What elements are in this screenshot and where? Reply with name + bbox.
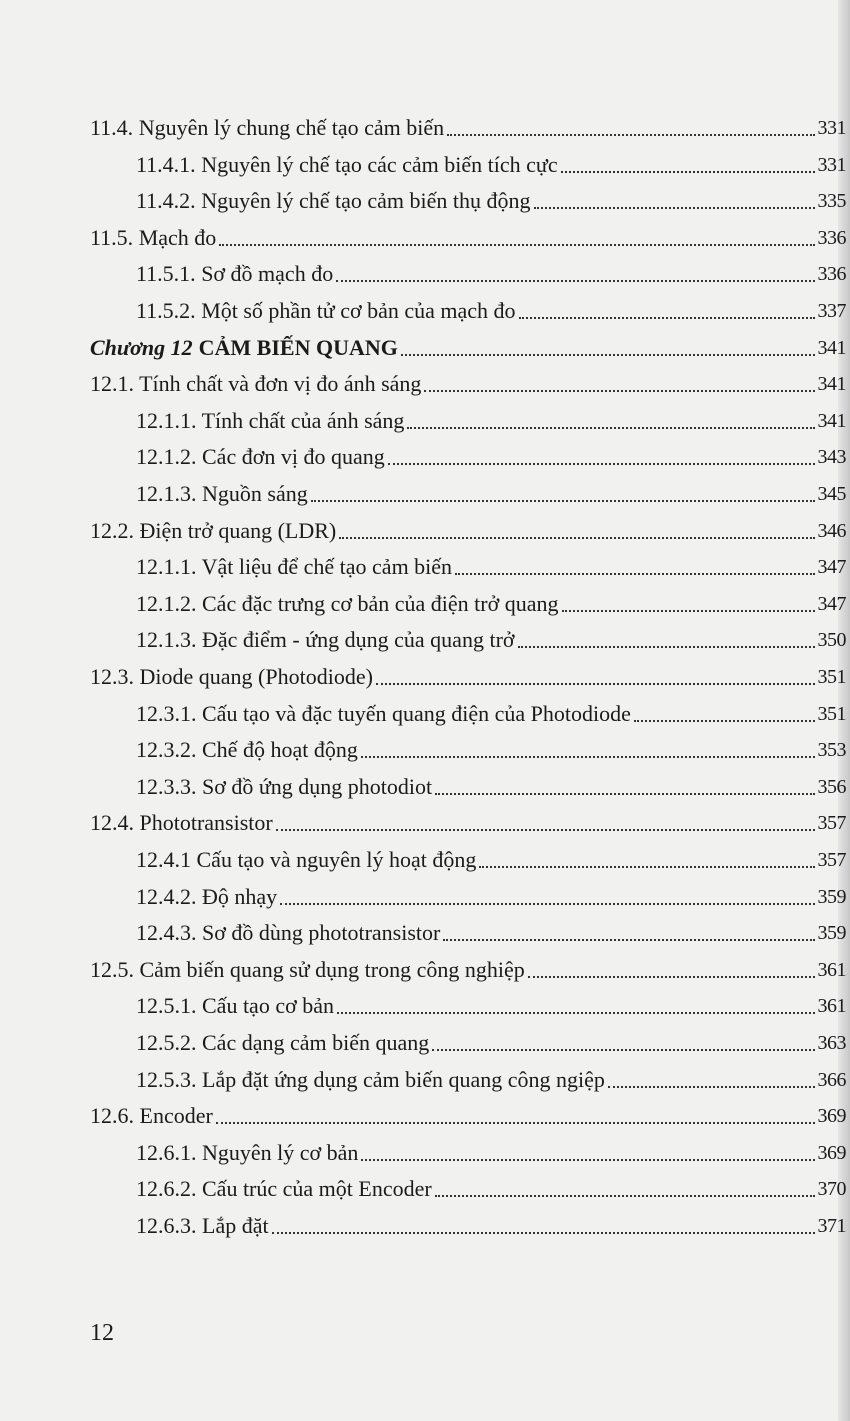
dot-leader [401, 346, 815, 356]
toc-entry-label [90, 1102, 213, 1130]
toc-entry-page: 369 [817, 1105, 846, 1128]
toc-entry-title: Phototransistor [139, 810, 273, 836]
toc-entry [136, 840, 846, 874]
toc-entry-title: Encoder [139, 1103, 213, 1129]
toc-entry [136, 437, 846, 471]
toc-entry-number: 11.5.1. [136, 261, 196, 287]
toc-entry-number: 12.1. [90, 371, 134, 397]
toc-entry-page: 343 [817, 446, 846, 469]
dot-leader [534, 199, 815, 209]
toc-entry-page: 371 [817, 1215, 846, 1237]
toc-entry-number: 12.6. [90, 1103, 134, 1129]
dot-leader [388, 455, 815, 465]
toc-entry-page: 361 [817, 958, 846, 981]
toc-entry-number: 12.4.2. [136, 883, 197, 909]
dot-leader [361, 1151, 814, 1161]
page-number: 12 [90, 1320, 114, 1346]
toc-entry-label [136, 919, 440, 947]
toc-entry-label [136, 1066, 605, 1094]
toc-entry-title: Cảm biến quang sử dụng trong công nghiệp [139, 956, 525, 982]
toc-entry [136, 254, 846, 288]
dot-leader [455, 565, 814, 575]
toc-entry-title: Nguyên lý chung chế tạo cảm biến [138, 115, 445, 140]
toc-entry-title: Chế độ hoạt động [202, 737, 358, 763]
toc-entry [136, 181, 846, 215]
toc-entry-number: 12.1.1. [136, 407, 197, 433]
toc-entry-number: 12.5. [90, 956, 134, 982]
toc-entry [136, 694, 846, 728]
toc-entry-page: 336 [817, 226, 846, 249]
dot-leader [435, 785, 814, 795]
toc-entry-label [136, 700, 631, 728]
toc-entry-page: 336 [817, 263, 846, 286]
toc-entry-number: 12.6.1. [136, 1139, 197, 1165]
toc-entry-number: 12.3.2. [136, 737, 197, 763]
dot-leader [634, 712, 815, 722]
toc-entry [90, 364, 846, 398]
toc-entry-page: 331 [817, 117, 846, 139]
toc-entry-label [136, 626, 515, 654]
toc-entry [136, 547, 846, 581]
toc-entry-page: 356 [817, 775, 846, 798]
toc-entry-number: 12.3.3. [136, 773, 197, 799]
toc-entry [136, 1133, 846, 1167]
toc-entry-page: 351 [817, 702, 846, 725]
toc-entry [136, 767, 846, 801]
toc-entry-page: 359 [817, 885, 846, 908]
toc-entry-title: Cấu tạo và nguyên lý hoạt động [196, 847, 477, 872]
toc-entry-page: 359 [817, 922, 846, 945]
toc-entry-title: Tính chất của ánh sáng [201, 407, 405, 433]
toc-entry [136, 145, 846, 179]
toc-entry-label [90, 809, 273, 837]
toc-entry [136, 584, 846, 618]
toc-entry-title: Cấu tạo và đặc tuyến quang điện của Photodiode [202, 700, 631, 726]
toc-entry-title: Sơ đồ dùng phototransistor [202, 920, 441, 946]
toc-entry [136, 1060, 846, 1094]
toc-entry-number: 12.4. [90, 810, 134, 836]
toc-entry [136, 1169, 846, 1203]
toc-entry [136, 401, 846, 435]
toc-entry-label [136, 992, 334, 1020]
toc-entry [90, 218, 846, 252]
toc-entry [136, 1206, 846, 1240]
toc-entry-page: 345 [817, 483, 846, 505]
toc-entry-page: 357 [817, 849, 846, 871]
toc-entry-title: Nguyên lý cơ bản [202, 1139, 359, 1165]
toc-entry-title: Vật liệu để chế tạo cảm biến [201, 554, 453, 580]
toc-entry-label [136, 1212, 269, 1240]
toc-entry-page: 353 [817, 739, 846, 762]
toc-entry-page: 347 [817, 592, 846, 615]
toc-entry-page: 341 [817, 373, 846, 396]
dot-leader [339, 529, 814, 539]
toc-entry-number: 12.3. [90, 664, 134, 689]
toc-entry-label [136, 846, 476, 874]
dot-leader [518, 638, 815, 648]
toc-entry-label [90, 517, 336, 545]
dot-leader [219, 236, 814, 246]
toc-entry-label [136, 773, 432, 801]
toc-entry-page: 357 [817, 812, 846, 835]
toc-entry-title: Diode quang (Photodiode) [139, 664, 373, 689]
toc-entry [136, 474, 846, 508]
dot-leader [608, 1078, 815, 1088]
toc-entry-number: 11.5. [90, 224, 134, 250]
toc-entry-title: Mạch đo [138, 224, 217, 250]
toc-entry-title: Các dạng cảm biến quang [202, 1030, 430, 1055]
dot-leader [447, 126, 814, 136]
toc-entry-number: Chương 12 [90, 334, 193, 360]
toc-entry-page: 346 [817, 519, 846, 542]
toc-entry-label [136, 883, 277, 911]
toc-entry-number: 11.4.2. [136, 188, 196, 214]
dot-leader [561, 163, 815, 173]
toc-entry [136, 877, 846, 911]
toc-entry-label [90, 224, 216, 252]
toc-entry-page: 341 [817, 409, 846, 432]
toc-entry-label [90, 114, 444, 142]
toc-entry-title: Lắp đặt ứng dụng cảm biến quang công ngiệp [202, 1066, 605, 1092]
toc-entry-page: 347 [817, 556, 846, 579]
toc-entry-label [90, 334, 398, 362]
toc-entry [136, 913, 846, 947]
toc-entry-label [136, 736, 358, 764]
toc-entry-title: Lắp đặt [202, 1213, 269, 1238]
toc-entry [136, 986, 846, 1020]
toc-entry [136, 1023, 846, 1057]
toc-entry-number: 12.4.3. [136, 920, 197, 946]
dot-leader [479, 858, 814, 868]
toc-entry [90, 657, 846, 691]
toc-entry-label [136, 480, 308, 508]
toc-entry-number: 11.5.2. [136, 298, 196, 323]
dot-leader [216, 1114, 815, 1124]
toc-entry-number: 12.3.1. [136, 700, 197, 726]
dot-leader [276, 821, 815, 831]
toc-entry-title: Độ nhạy [202, 883, 278, 909]
dot-leader [272, 1224, 815, 1234]
toc-entry-title: Một số phần tử cơ bản của mạch đo [201, 298, 516, 323]
toc-entry-number: 12.6.2. [136, 1176, 197, 1202]
toc-entry-title: Điện trở quang (LDR) [139, 517, 337, 543]
toc-entry-number: 12.1.2. [136, 444, 197, 470]
toc-entry-number: 12.1.1. [136, 554, 197, 580]
toc-entry-page: 370 [817, 1178, 846, 1201]
toc-entry [136, 291, 846, 325]
toc-entry-title: Cấu trúc của một Encoder [202, 1176, 432, 1202]
toc-entry-label [136, 297, 516, 325]
toc-entry [136, 730, 846, 764]
toc-entry [90, 1096, 846, 1130]
dot-leader [432, 1041, 814, 1051]
toc-entry-number: 12.5.3. [136, 1066, 197, 1092]
toc-entry-label [136, 407, 404, 435]
toc-entry-label [136, 553, 452, 581]
toc-entry-title: CẢM BIẾN QUANG [198, 334, 398, 360]
dot-leader [443, 931, 814, 941]
toc-entry-label [136, 590, 559, 618]
dot-leader [519, 309, 815, 319]
dot-leader [376, 675, 815, 685]
toc-entry-title: Sơ đồ ứng dụng photodiot [202, 773, 433, 799]
toc-entry-title: Cấu tạo cơ bản [202, 993, 334, 1019]
toc-entry-label [90, 956, 525, 984]
toc-entry-page: 361 [817, 995, 846, 1018]
toc-entry-title: Nguyên lý chế tạo các cảm biến tích cực [201, 151, 558, 177]
dot-leader [435, 1187, 815, 1197]
toc-entry-number: 12.5.1. [136, 993, 197, 1019]
toc-entry-number: 12.1.3. [136, 627, 197, 653]
dot-leader [528, 968, 815, 978]
toc-entry-label [136, 187, 531, 215]
toc-entry-number: 12.1.3. [136, 481, 197, 506]
toc-entry-page: 366 [817, 1068, 846, 1091]
toc-entry-label [136, 1175, 432, 1203]
dot-leader [424, 382, 814, 392]
toc-entry-title: Nguồn sáng [202, 481, 308, 506]
dot-leader [311, 492, 815, 502]
toc-entry-title: Các đơn vị đo quang [202, 444, 385, 470]
toc-entry [90, 950, 846, 984]
toc-entry-page: 351 [817, 666, 846, 688]
toc-entry-page: 337 [817, 300, 846, 322]
toc-entry-number: 12.2. [90, 517, 134, 543]
toc-entry-label [136, 1139, 358, 1167]
toc-entry-page: 335 [817, 190, 846, 213]
toc-entry-title: Các đặc trưng cơ bản của điện trở quang [202, 590, 559, 616]
toc-entry-page: 331 [817, 153, 846, 176]
toc-entry-title: Đặc điểm - ứng dụng của quang trở [202, 627, 515, 653]
toc-entry [136, 620, 846, 654]
toc-entry-page: 341 [817, 336, 846, 359]
toc-entry-number: 12.6.3. [136, 1213, 197, 1238]
toc-entry [90, 511, 846, 545]
toc-entry-label [90, 663, 373, 691]
toc-entry [90, 803, 846, 837]
dot-leader [361, 748, 815, 758]
dot-leader [336, 272, 814, 282]
toc-entry [90, 108, 846, 142]
toc-entry-label [136, 443, 385, 471]
toc-entry-number: 11.4.1. [136, 151, 196, 177]
toc-entry-page: 350 [817, 629, 846, 652]
toc-entry-number: 12.4.1 [136, 847, 191, 872]
toc-entry-number: 12.1.2. [136, 590, 197, 616]
toc-entry-title: Sơ đồ mạch đo [201, 261, 334, 287]
toc-entry-label [90, 370, 421, 398]
toc-entry-title: Nguyên lý chế tạo cảm biến thụ động [201, 188, 531, 214]
toc-chapter-entry [90, 328, 846, 362]
toc-entry-title: Tính chất và đơn vị đo ánh sáng [139, 371, 422, 397]
toc-entry-label [136, 260, 333, 288]
toc-entry-page: 369 [817, 1141, 846, 1164]
toc-entry-label [136, 151, 558, 179]
toc-entry-page: 363 [817, 1032, 846, 1054]
dot-leader [562, 602, 815, 612]
dot-leader [407, 419, 814, 429]
dot-leader [280, 895, 814, 905]
toc-entry-label [136, 1029, 429, 1057]
toc-entry-number: 11.4. [90, 115, 134, 140]
dot-leader [337, 1004, 815, 1014]
toc-entry-number: 12.5.2. [136, 1030, 197, 1055]
